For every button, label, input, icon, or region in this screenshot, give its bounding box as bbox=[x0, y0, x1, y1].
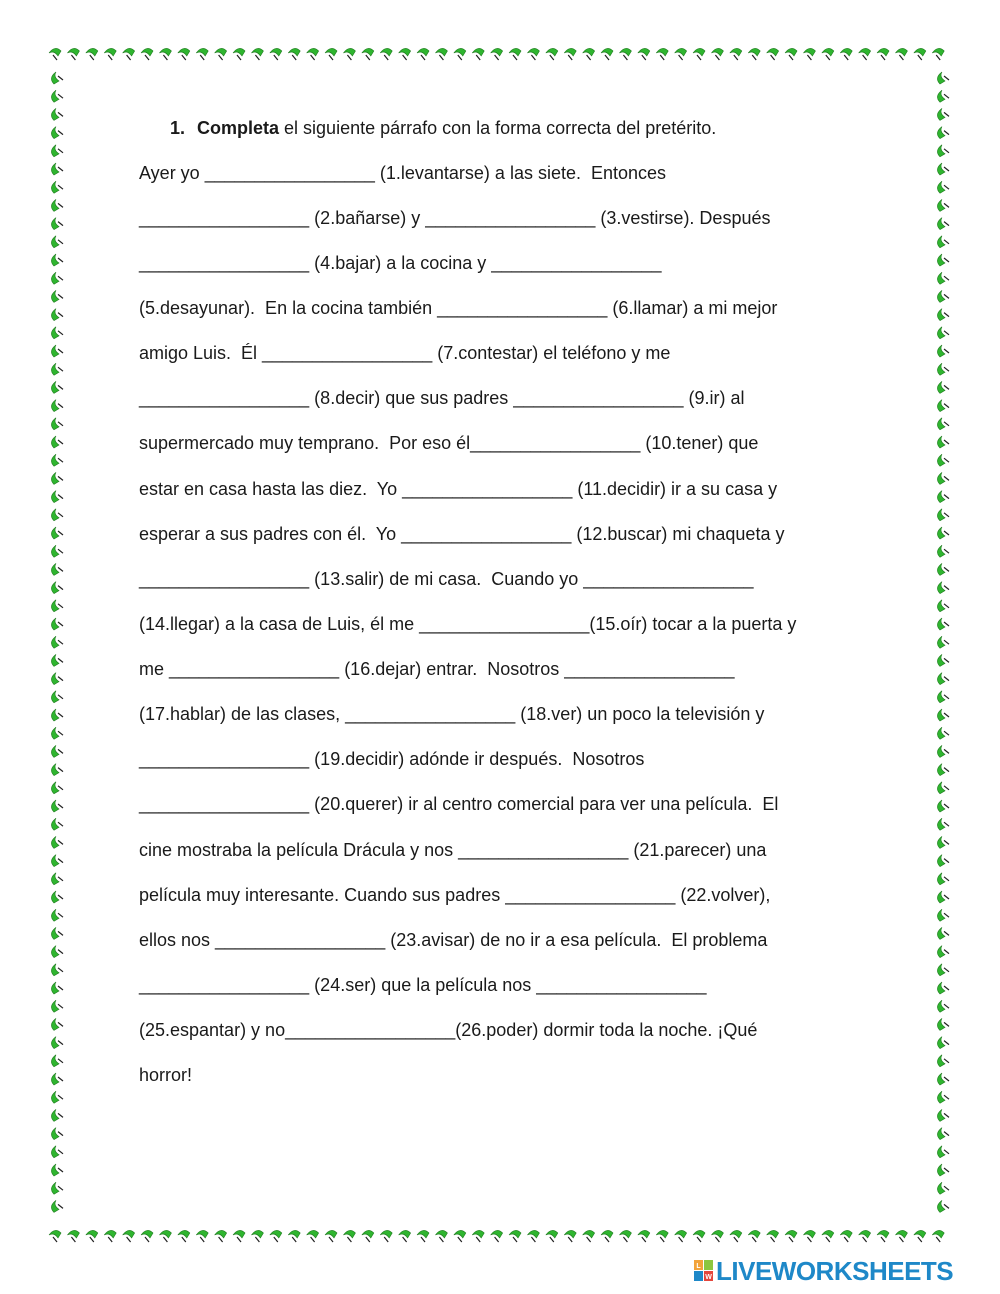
leaf-icon bbox=[937, 1091, 949, 1103]
leaf-icon bbox=[601, 48, 613, 60]
leaf-icon bbox=[937, 290, 949, 302]
leaf-icon bbox=[937, 946, 949, 958]
leaf-icon bbox=[417, 1230, 429, 1242]
leaf-icon bbox=[472, 1230, 484, 1242]
leaf-icon bbox=[51, 254, 63, 266]
leaf-icon bbox=[767, 1230, 779, 1242]
border-bottom bbox=[49, 1230, 944, 1242]
leaf-icon bbox=[51, 1128, 63, 1140]
leaf-icon bbox=[51, 181, 63, 193]
leaf-icon bbox=[196, 1230, 208, 1242]
leaf-icon bbox=[51, 545, 63, 557]
leaf-icon bbox=[937, 218, 949, 230]
leaf-icon bbox=[693, 48, 705, 60]
leaf-icon bbox=[104, 1230, 116, 1242]
leaf-icon bbox=[380, 1230, 392, 1242]
leaf-icon bbox=[601, 1230, 613, 1242]
leaf-icon bbox=[51, 1109, 63, 1121]
leaf-icon bbox=[937, 691, 949, 703]
leaf-icon bbox=[51, 145, 63, 157]
leaf-icon bbox=[307, 48, 319, 60]
leaf-icon bbox=[178, 48, 190, 60]
leaf-icon bbox=[362, 1230, 374, 1242]
leaf-icon bbox=[325, 48, 337, 60]
leaf-icon bbox=[51, 309, 63, 321]
leaf-icon bbox=[51, 90, 63, 102]
leaf-icon bbox=[937, 764, 949, 776]
leaf-icon bbox=[233, 48, 245, 60]
leaf-icon bbox=[937, 400, 949, 412]
paragraph-line: amigo Luis. Él _________________ (7.contestar) el teléfono y me bbox=[139, 343, 671, 363]
leaf-icon bbox=[527, 1230, 539, 1242]
leaf-icon bbox=[104, 48, 116, 60]
leaf-icon bbox=[767, 48, 779, 60]
leaf-icon bbox=[362, 48, 374, 60]
leaf-icon bbox=[51, 454, 63, 466]
leaf-icon bbox=[51, 946, 63, 958]
leaf-icon bbox=[937, 1073, 949, 1085]
leaf-icon bbox=[937, 1109, 949, 1121]
paragraph-line: (25.espantar) y no_________________(26.poder) dormir toda la noche. ¡Qué bbox=[139, 1020, 758, 1040]
leaf-icon bbox=[51, 654, 63, 666]
leaf-icon bbox=[583, 1230, 595, 1242]
leaf-icon bbox=[638, 48, 650, 60]
leaf-icon bbox=[859, 1230, 871, 1242]
leaf-icon bbox=[937, 90, 949, 102]
leaf-icon bbox=[51, 873, 63, 885]
leaf-icon bbox=[51, 218, 63, 230]
leaf-icon bbox=[656, 1230, 668, 1242]
leaf-icon bbox=[937, 108, 949, 120]
paragraph-line: esperar a sus padres con él. Yo _________________ (12.buscar) mi chaqueta y bbox=[139, 524, 785, 544]
leaf-icon bbox=[937, 272, 949, 284]
leaf-icon bbox=[937, 654, 949, 666]
leaf-icon bbox=[564, 1230, 576, 1242]
leaf-icon bbox=[51, 381, 63, 393]
leaf-icon bbox=[51, 72, 63, 84]
leaf-icon bbox=[937, 618, 949, 630]
leaf-icon bbox=[49, 1230, 61, 1242]
leaf-icon bbox=[937, 1018, 949, 1030]
leaf-icon bbox=[51, 163, 63, 175]
leaf-icon bbox=[51, 909, 63, 921]
leaf-icon bbox=[51, 1073, 63, 1085]
leaf-icon bbox=[937, 582, 949, 594]
leaf-icon bbox=[51, 709, 63, 721]
leaf-icon bbox=[937, 199, 949, 211]
paragraph-line: _________________ (13.salir) de mi casa. Cuando yo _________________ bbox=[139, 569, 754, 589]
leaf-icon bbox=[51, 636, 63, 648]
leaf-icon bbox=[51, 800, 63, 812]
leaf-icon bbox=[51, 527, 63, 539]
leaf-icon bbox=[937, 709, 949, 721]
leaf-icon bbox=[937, 1000, 949, 1012]
leaf-icon bbox=[937, 563, 949, 575]
leaf-icon bbox=[51, 236, 63, 248]
leaf-icon bbox=[619, 48, 631, 60]
leaf-icon bbox=[937, 909, 949, 921]
leaf-icon bbox=[51, 1000, 63, 1012]
leaf-icon bbox=[251, 48, 263, 60]
border-top bbox=[49, 48, 944, 60]
paragraph-line: horror! bbox=[139, 1065, 193, 1085]
leaf-icon bbox=[51, 982, 63, 994]
leaf-icon bbox=[932, 48, 944, 60]
leaf-icon bbox=[435, 48, 447, 60]
leaf-icon bbox=[51, 418, 63, 430]
leaf-icon bbox=[895, 1230, 907, 1242]
leaf-icon bbox=[51, 764, 63, 776]
leaf-icon bbox=[937, 527, 949, 539]
leaf-icon bbox=[51, 1055, 63, 1067]
leaf-icon bbox=[937, 545, 949, 557]
leaf-icon bbox=[937, 363, 949, 375]
leaf-icon bbox=[51, 1200, 63, 1212]
leaf-icon bbox=[51, 836, 63, 848]
leaf-icon bbox=[937, 836, 949, 848]
leaf-icon bbox=[51, 600, 63, 612]
leaf-icon bbox=[454, 48, 466, 60]
leaf-icon bbox=[251, 1230, 263, 1242]
leaf-icon bbox=[51, 618, 63, 630]
leaf-icon bbox=[51, 782, 63, 794]
leaf-icon bbox=[564, 48, 576, 60]
leaf-icon bbox=[895, 48, 907, 60]
leaf-icon bbox=[399, 48, 411, 60]
leaf-icon bbox=[509, 1230, 521, 1242]
leaf-icon bbox=[491, 1230, 503, 1242]
leaf-icon bbox=[51, 563, 63, 575]
leaf-icon bbox=[937, 345, 949, 357]
leaf-icon bbox=[914, 1230, 926, 1242]
paragraph-line: cine mostraba la película Drácula y nos _________________ (21.parecer) una bbox=[139, 840, 767, 860]
leaf-icon bbox=[803, 48, 815, 60]
leaf-icon bbox=[937, 418, 949, 430]
instruction-number: 1. bbox=[170, 118, 186, 138]
leaf-icon bbox=[937, 327, 949, 339]
paragraph-line: Ayer yo _________________ (1.levantarse) a las siete. Entonces bbox=[139, 163, 667, 183]
leaf-icon bbox=[937, 163, 949, 175]
paragraph-line: estar en casa hasta las diez. Yo _________________ (11.decidir) ir a su casa y bbox=[139, 479, 778, 499]
leaf-icon bbox=[159, 1230, 171, 1242]
leaf-icon bbox=[546, 1230, 558, 1242]
leaf-icon bbox=[937, 782, 949, 794]
leaf-icon bbox=[937, 145, 949, 157]
leaf-icon bbox=[51, 891, 63, 903]
leaf-icon bbox=[51, 108, 63, 120]
logo-text: LIVEWORKSHEETS bbox=[716, 1255, 954, 1286]
instruction-text: el siguiente párrafo con la forma correcta del pretérito. bbox=[279, 118, 717, 138]
leaf-icon bbox=[51, 509, 63, 521]
leaf-icon bbox=[937, 964, 949, 976]
leaf-icon bbox=[86, 1230, 98, 1242]
leaf-icon bbox=[86, 48, 98, 60]
leaf-icon bbox=[196, 48, 208, 60]
paragraph-line: me _________________ (16.dejar) entrar. Nosotros _________________ bbox=[139, 659, 735, 679]
leaf-icon bbox=[730, 48, 742, 60]
badge-letter: L bbox=[696, 1263, 701, 1270]
leaf-icon bbox=[840, 48, 852, 60]
leaf-icon bbox=[937, 855, 949, 867]
leaf-icon bbox=[877, 1230, 889, 1242]
leaf-icon bbox=[937, 727, 949, 739]
border-left bbox=[51, 72, 63, 1212]
instruction-heading bbox=[170, 116, 716, 140]
leaf-icon bbox=[51, 327, 63, 339]
leaf-icon bbox=[288, 48, 300, 60]
leaf-icon bbox=[51, 1182, 63, 1194]
leaf-icon bbox=[325, 1230, 337, 1242]
leaf-icon bbox=[215, 48, 227, 60]
leaf-icon bbox=[307, 1230, 319, 1242]
leaf-icon bbox=[417, 48, 429, 60]
leaf-icon bbox=[509, 48, 521, 60]
paragraph-line: (14.llegar) a la casa de Luis, él me _________________(15.oír) tocar a la puerta y bbox=[139, 614, 797, 634]
leaf-icon bbox=[435, 1230, 447, 1242]
paragraph-line: ellos nos _________________ (23.avisar) de no ir a esa película. El problema bbox=[139, 930, 768, 950]
leaf-icon bbox=[51, 400, 63, 412]
leaf-icon bbox=[270, 1230, 282, 1242]
leaf-icon bbox=[51, 582, 63, 594]
paragraph-line: _________________ (20.querer) ir al centro comercial para ver una película. El bbox=[139, 794, 779, 814]
leaf-icon bbox=[51, 363, 63, 375]
leaf-icon bbox=[51, 1164, 63, 1176]
liveworksheets-logo[interactable] bbox=[694, 1255, 954, 1286]
paragraph-line: (17.hablar) de las clases, _________________ (18.ver) un poco la televisión y bbox=[139, 704, 765, 724]
leaf-icon bbox=[159, 48, 171, 60]
leaf-icon bbox=[51, 745, 63, 757]
leaf-icon bbox=[711, 1230, 723, 1242]
leaf-icon bbox=[51, 1146, 63, 1158]
leaf-icon bbox=[785, 1230, 797, 1242]
leaf-icon bbox=[937, 745, 949, 757]
leaf-icon bbox=[693, 1230, 705, 1242]
leaf-icon bbox=[932, 1230, 944, 1242]
leaf-icon bbox=[51, 818, 63, 830]
leaf-icon bbox=[859, 48, 871, 60]
leaf-icon bbox=[937, 472, 949, 484]
leaf-icon bbox=[937, 181, 949, 193]
paragraph-line: supermercado muy temprano. Por eso él_________________ (10.tener) que bbox=[139, 433, 759, 453]
leaf-icon bbox=[399, 1230, 411, 1242]
leaf-icon bbox=[51, 927, 63, 939]
leaf-icon bbox=[288, 1230, 300, 1242]
leaf-icon bbox=[233, 1230, 245, 1242]
leaf-icon bbox=[215, 1230, 227, 1242]
leaf-icon bbox=[937, 127, 949, 139]
leaf-icon bbox=[51, 1091, 63, 1103]
paragraph-line: _________________ (19.decidir) adónde ir después. Nosotros bbox=[139, 749, 645, 769]
leaf-icon bbox=[840, 1230, 852, 1242]
leaf-icon bbox=[51, 127, 63, 139]
leaf-icon bbox=[123, 48, 135, 60]
leaf-icon bbox=[51, 673, 63, 685]
leaf-icon bbox=[937, 982, 949, 994]
leaf-icon bbox=[51, 491, 63, 503]
leaf-icon bbox=[656, 48, 668, 60]
leaf-icon bbox=[937, 436, 949, 448]
leaf-icon bbox=[937, 600, 949, 612]
leaf-icon bbox=[937, 309, 949, 321]
leaf-icon bbox=[937, 873, 949, 885]
paragraph-line: película muy interesante. Cuando sus padres _________________ (22.volver), bbox=[139, 885, 771, 905]
leaf-icon bbox=[785, 48, 797, 60]
leaf-icon bbox=[937, 1182, 949, 1194]
leaf-icon bbox=[937, 1146, 949, 1158]
leaf-icon bbox=[937, 891, 949, 903]
leaf-icon bbox=[178, 1230, 190, 1242]
liveworksheets-badge-icon bbox=[694, 1260, 714, 1282]
leaf-icon bbox=[937, 818, 949, 830]
leaf-icon bbox=[638, 1230, 650, 1242]
paragraph-line: (5.desayunar). En la cocina también _________________ (6.llamar) a mi mejor bbox=[139, 298, 778, 318]
leaf-icon bbox=[937, 1055, 949, 1067]
leaf-icon bbox=[141, 1230, 153, 1242]
leaf-icon bbox=[822, 48, 834, 60]
leaf-icon bbox=[748, 48, 760, 60]
border-right bbox=[937, 72, 949, 1212]
leaf-icon bbox=[270, 48, 282, 60]
leaf-icon bbox=[937, 1164, 949, 1176]
leaf-icon bbox=[51, 691, 63, 703]
leaf-icon bbox=[822, 1230, 834, 1242]
leaf-icon bbox=[937, 236, 949, 248]
badge-letter: W bbox=[705, 1274, 712, 1281]
leaf-icon bbox=[51, 290, 63, 302]
leaf-icon bbox=[675, 1230, 687, 1242]
leaf-icon bbox=[937, 454, 949, 466]
leaf-icon bbox=[141, 48, 153, 60]
leaf-icon bbox=[51, 1018, 63, 1030]
leaf-icon bbox=[937, 673, 949, 685]
leaf-icon bbox=[51, 472, 63, 484]
leaf-icon bbox=[527, 48, 539, 60]
leaf-icon bbox=[51, 345, 63, 357]
leaf-icon bbox=[51, 436, 63, 448]
leaf-icon bbox=[937, 1128, 949, 1140]
leaf-icon bbox=[546, 48, 558, 60]
leaf-icon bbox=[711, 48, 723, 60]
leaf-icon bbox=[937, 1200, 949, 1212]
leaf-icon bbox=[51, 1037, 63, 1049]
leaf-icon bbox=[49, 48, 61, 60]
leaf-icon bbox=[937, 509, 949, 521]
leaf-icon bbox=[619, 1230, 631, 1242]
leaf-icon bbox=[67, 1230, 79, 1242]
leaf-icon bbox=[937, 72, 949, 84]
leaf-icon bbox=[748, 1230, 760, 1242]
paragraph-line: _________________ (4.bajar) a la cocina y _________________ bbox=[139, 253, 662, 273]
leaf-icon bbox=[380, 48, 392, 60]
leaf-icon bbox=[937, 254, 949, 266]
leaf-icon bbox=[491, 48, 503, 60]
leaf-icon bbox=[51, 727, 63, 739]
leaf-icon bbox=[583, 48, 595, 60]
leaf-icon bbox=[937, 491, 949, 503]
leaf-icon bbox=[877, 48, 889, 60]
leaf-icon bbox=[51, 272, 63, 284]
leaf-icon bbox=[937, 927, 949, 939]
leaf-icon bbox=[67, 48, 79, 60]
leaf-icon bbox=[51, 855, 63, 867]
paragraph-line: _________________ (2.bañarse) y _________________ (3.vestirse). Después bbox=[139, 208, 771, 228]
leaf-icon bbox=[343, 1230, 355, 1242]
instruction-bold-word: Completa bbox=[197, 118, 280, 138]
paragraph-line: _________________ (24.ser) que la película nos _________________ bbox=[139, 975, 707, 995]
leaf-icon bbox=[914, 48, 926, 60]
leaf-icon bbox=[675, 48, 687, 60]
leaf-icon bbox=[51, 199, 63, 211]
leaf-icon bbox=[454, 1230, 466, 1242]
leaf-icon bbox=[937, 381, 949, 393]
leaf-icon bbox=[730, 1230, 742, 1242]
leaf-icon bbox=[472, 48, 484, 60]
leaf-icon bbox=[123, 1230, 135, 1242]
leaf-icon bbox=[51, 964, 63, 976]
paragraph-line: _________________ (8.decir) que sus padres _________________ (9.ir) al bbox=[139, 388, 745, 408]
leaf-icon bbox=[343, 48, 355, 60]
leaf-icon bbox=[937, 636, 949, 648]
leaf-icon bbox=[937, 800, 949, 812]
leaf-icon bbox=[937, 1037, 949, 1049]
leaf-icon bbox=[803, 1230, 815, 1242]
